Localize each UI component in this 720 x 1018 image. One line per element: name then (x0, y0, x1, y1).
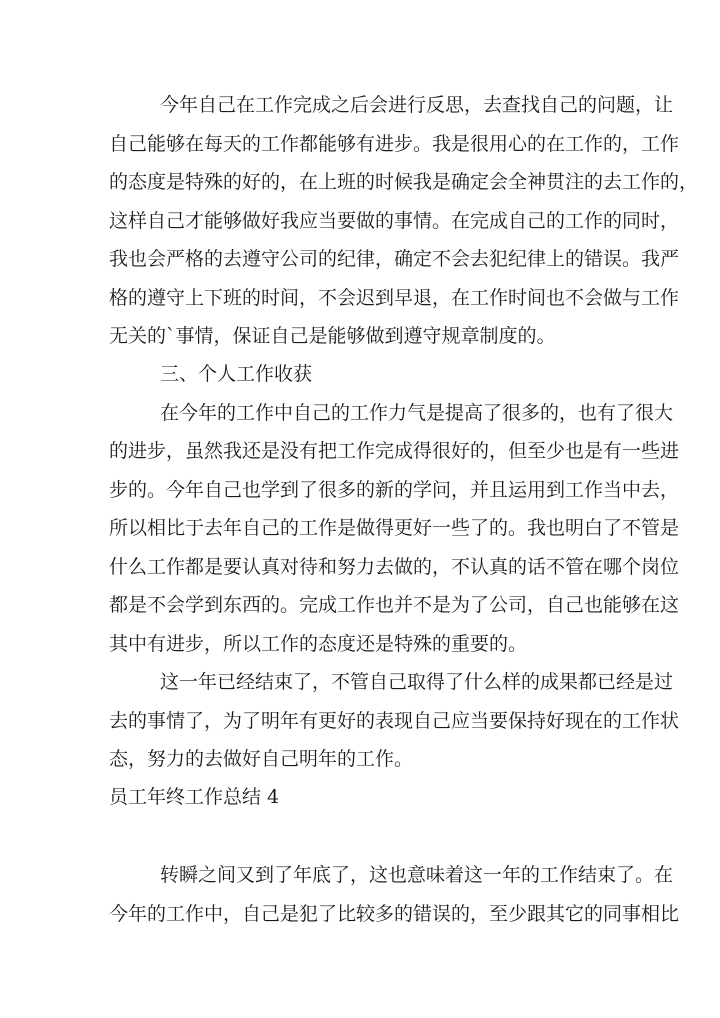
para1-line-2: 自己能够在每天的工作都能够有进步。我是很用心的在工作的，工作 (109, 133, 680, 155)
section3-line-2: 的进步，虽然我还是没有把工作完成得很好的，但至少也是有一些进 (109, 440, 680, 462)
section3-line-6: 都是不会学到东西的。完成工作也并不是为了公司，自己也能够在这 (109, 594, 680, 616)
para3-line-2: 去的事情了，为了明年有更好的表现自己应当要保持好现在的工作状 (109, 710, 680, 732)
para1-line-5: 我也会严格的去遵守公司的纪律，确定不会去犯纪律上的错误。我严 (109, 248, 680, 270)
para3-line-1: 这一年已经结束了，不管自己取得了什么样的成果都已经是过 (160, 671, 674, 693)
para1-line-1: 今年自己在工作完成之后会进行反思，去查找自己的问题，让 (160, 94, 674, 116)
section3-line-7: 其中有进步，所以工作的态度还是特殊的重要的。 (109, 633, 528, 655)
para1-line-6: 格的遵守上下班的时间，不会迟到早退，在工作时间也不会做与工作 (109, 287, 680, 309)
section3-line-1: 在今年的工作中自己的工作力气是提高了很多的，也有了很大 (160, 402, 674, 424)
section-title: 员工年终工作总结 4 (109, 786, 280, 808)
para3-line-3: 态，努力的去做好自己明年的工作。 (109, 748, 414, 770)
para1-line-3: 的态度是特殊的好的，在上班的时候我是确定会全神贯注的去工作的， (109, 171, 699, 193)
section-heading: 三、个人工作收获 (160, 363, 313, 385)
para1-line-7: 无关的`事情，保证自己是能够做到遵守规章制度的。 (109, 325, 556, 347)
section3-line-3: 步的。今年自己也学到了很多的新的学问，并且运用到工作当中去， (109, 479, 680, 501)
section4-line-2: 今年的工作中，自己是犯了比较多的错误的，至少跟其它的同事相比 (109, 903, 680, 925)
section4-line-1: 转瞬之间又到了年底了，这也意味着这一年的工作结束了。在 (160, 864, 674, 886)
section3-line-4: 所以相比于去年自己的工作是做得更好一些了的。我也明白了不管是 (109, 517, 680, 539)
section3-line-5: 什么工作都是要认真对待和努力去做的，不认真的话不管在哪个岗位 (109, 556, 680, 578)
para1-line-4: 这样自己才能够做好我应当要做的事情。在完成自己的工作的同时， (109, 210, 680, 232)
